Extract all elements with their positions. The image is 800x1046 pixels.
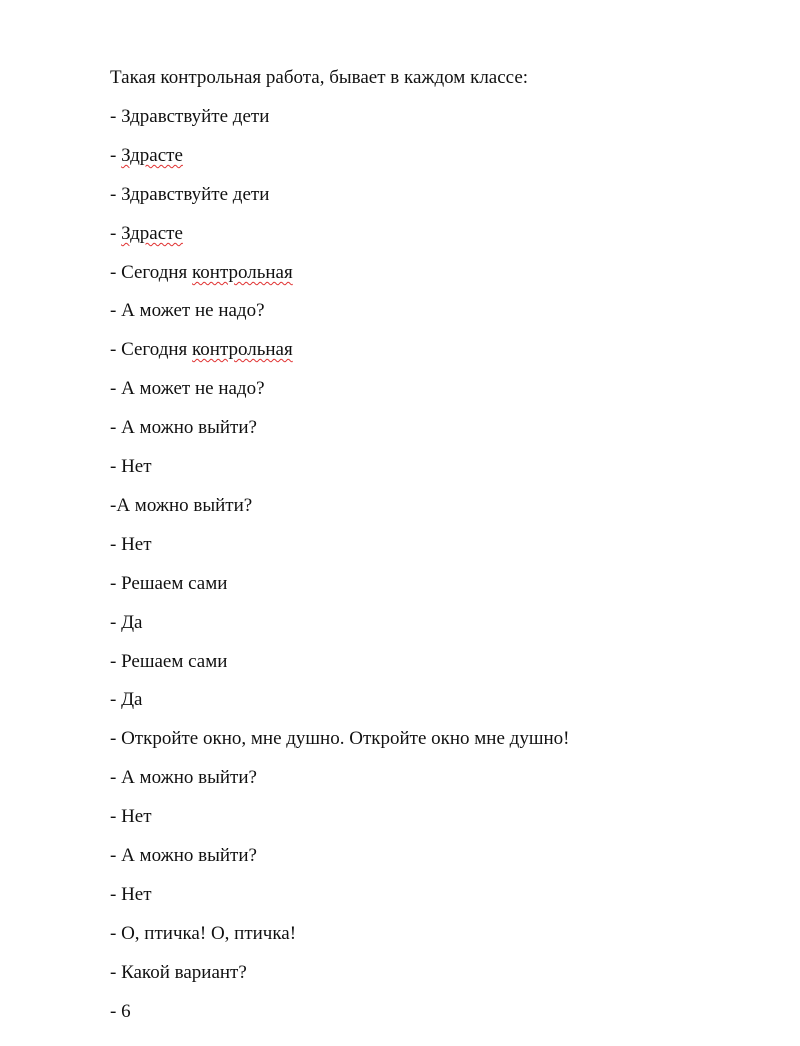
line-text: - Сегодня	[110, 262, 193, 283]
document-line	[110, 650, 227, 674]
document-line	[110, 377, 265, 401]
spellcheck-flagged-word: Здрасте	[121, 223, 183, 244]
document-line	[110, 338, 293, 362]
line-text: - 6	[110, 1001, 131, 1022]
document-line	[110, 922, 296, 946]
line-text: - Здравствуйте дети	[110, 106, 270, 127]
document-line	[110, 961, 247, 985]
document-line	[110, 533, 152, 557]
line-text: -	[110, 223, 122, 244]
line-text: - А может не надо?	[110, 300, 265, 321]
line-text: - Какой вариант?	[110, 962, 247, 983]
spellcheck-flagged-word: контрольная	[192, 262, 293, 283]
document-line	[110, 416, 257, 440]
document-line	[110, 883, 152, 907]
document-line	[110, 611, 142, 635]
line-text: Такая контрольная работа, бывает в каждом классе:	[110, 67, 529, 88]
document-line	[110, 183, 269, 207]
line-text: - Да	[110, 612, 143, 633]
line-text: - Нет	[110, 884, 152, 905]
line-text: - А можно выйти?	[110, 845, 257, 866]
document-line	[110, 299, 265, 323]
line-text: - Сегодня	[110, 339, 193, 360]
line-text: -	[110, 145, 122, 166]
line-text: - А может не надо?	[110, 378, 265, 399]
line-text: - О, птичка! О, птичка!	[110, 923, 297, 944]
line-text: - Решаем сами	[110, 651, 228, 672]
document-line	[110, 66, 528, 90]
document-line	[110, 572, 227, 596]
spellcheck-flagged-word: контрольная	[192, 339, 293, 360]
line-text: - Откройте окно, мне душно. Откройте окно мне душно!	[110, 728, 570, 749]
document-line	[110, 1000, 131, 1024]
document-line	[110, 261, 293, 285]
document-line	[110, 455, 152, 479]
line-text: - Нет	[110, 534, 152, 555]
document-line	[110, 688, 142, 712]
document-line	[110, 727, 569, 751]
line-text: - Да	[110, 689, 143, 710]
line-text: - А можно выйти?	[110, 417, 257, 438]
document-line	[110, 144, 183, 168]
document-line	[110, 844, 257, 868]
line-text: - Здравствуйте дети	[110, 184, 270, 205]
document-line	[110, 805, 152, 829]
line-text: - А можно выйти?	[110, 767, 257, 788]
line-text: -А можно выйти?	[110, 495, 253, 516]
spellcheck-flagged-word: Здрасте	[121, 145, 183, 166]
line-text: - Решаем сами	[110, 573, 228, 594]
document-line	[110, 494, 252, 518]
document-line	[110, 105, 269, 129]
line-text: - Нет	[110, 456, 152, 477]
line-text: - Нет	[110, 806, 152, 827]
document-line	[110, 766, 257, 790]
document-line	[110, 222, 183, 246]
